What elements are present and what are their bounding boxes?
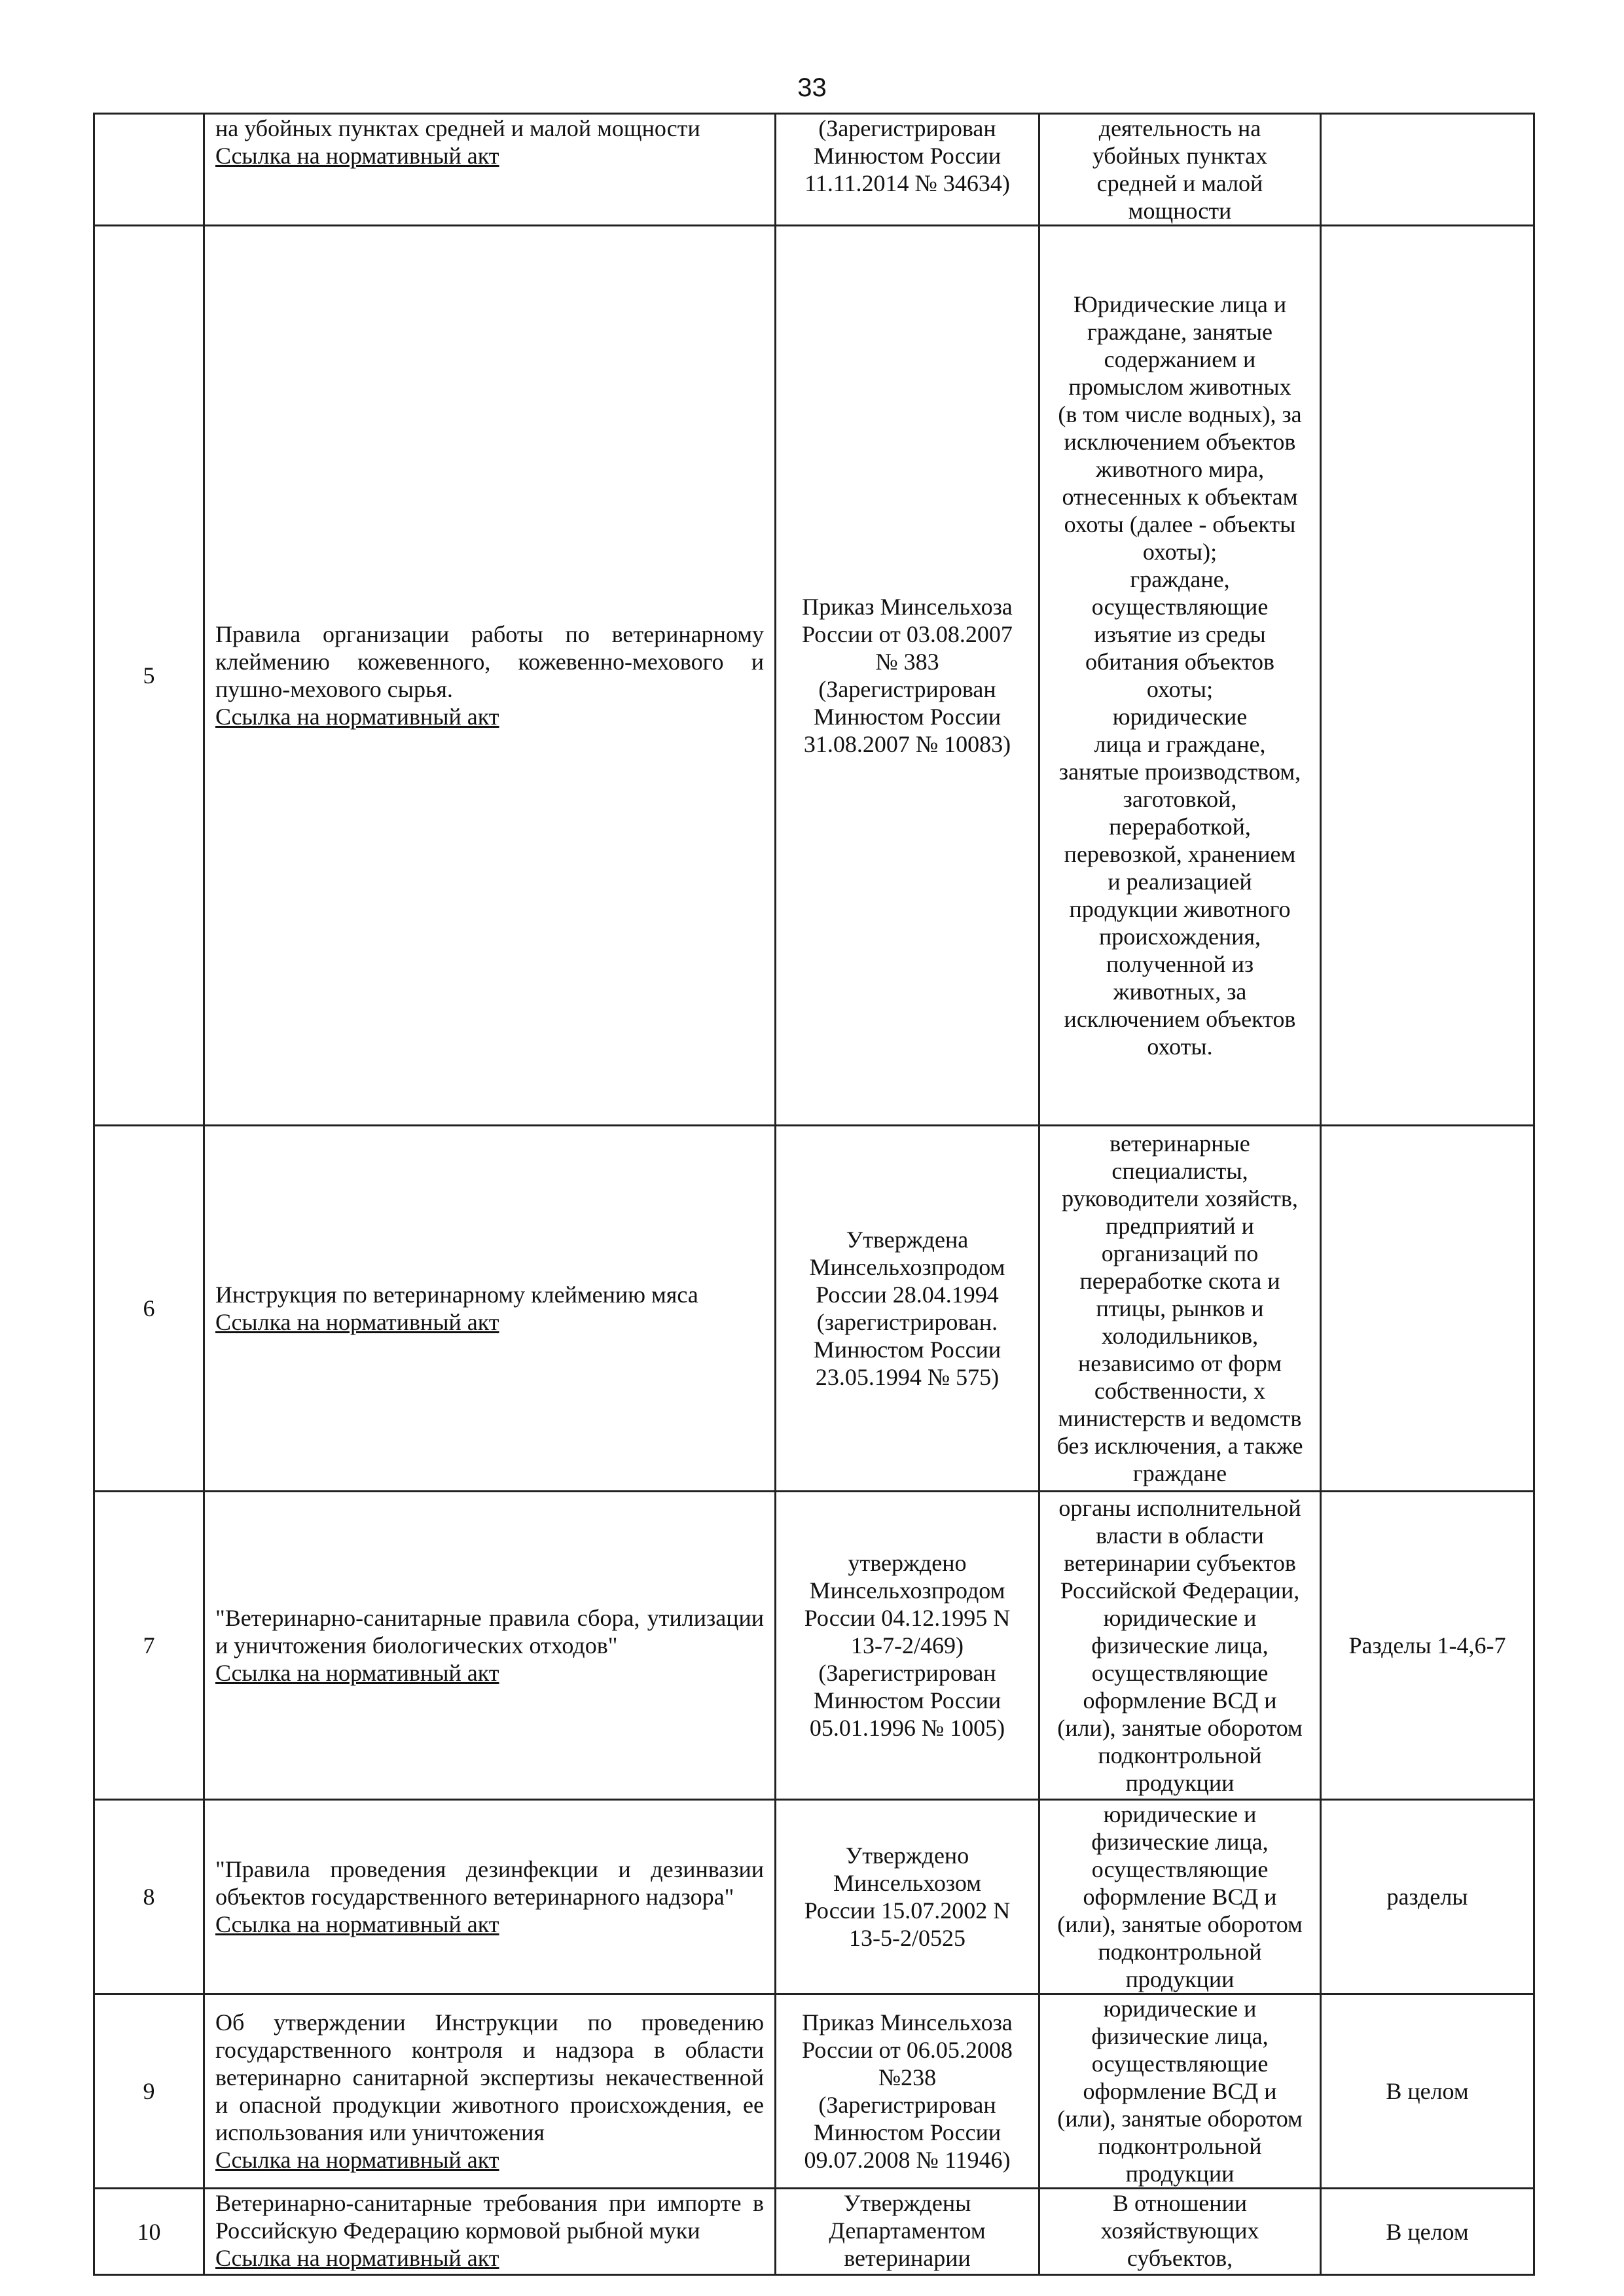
approval-line: (зарегистрирован. (816, 1309, 998, 1335)
act-link[interactable]: Ссылка на нормативный акт (215, 2245, 499, 2271)
subject-line: ветеринарии субъектов (1064, 1550, 1296, 1576)
subject-line: полученной из (1106, 951, 1254, 977)
subject-line: охоты); (1142, 539, 1218, 565)
row-number (94, 114, 204, 226)
approval-details-cell (776, 1492, 1039, 1800)
subject-line: средней и малой (1096, 170, 1263, 196)
subject-line: исключением объектов (1064, 429, 1296, 455)
act-title: Инструкция по ветеринарному клеймению мяса (215, 1282, 698, 1308)
row-number: 8 (94, 1800, 204, 1994)
approval-details-cell (776, 1994, 1039, 2189)
approval-line: Минсельхозом (833, 1870, 982, 1896)
subject-line: изъятие из среды (1094, 621, 1266, 647)
approval-line: (Зарегистрирован (818, 115, 996, 141)
act-title: на убойных пунктах средней и малой мощности (215, 115, 700, 141)
subject-line: предприятий и (1106, 1213, 1254, 1239)
act-title-cell (204, 1126, 776, 1492)
row-number: 9 (94, 1994, 204, 2189)
approval-line: России от 06.05.2008 (802, 2037, 1013, 2063)
approval-line: Приказ Минсельхоза (802, 594, 1013, 620)
approval-line: России 15.07.2002 N (804, 1897, 1011, 1924)
subject-line: (или), занятые оборотом (1057, 1911, 1303, 1937)
table-row (94, 226, 1534, 1126)
row-number: 5 (94, 226, 204, 1126)
subject-line: осуществляющие (1091, 2051, 1269, 2077)
table-row (94, 1492, 1534, 1800)
approval-line: Минсельхозпродом (809, 1254, 1005, 1280)
table-row (94, 1800, 1534, 1994)
act-title-cell (204, 114, 776, 226)
scope-cell: В целом (1321, 1994, 1534, 2189)
subjects-cell (1039, 1126, 1321, 1492)
subject-line: подконтрольной (1098, 1939, 1262, 1965)
approval-line: Минюстом России (813, 1687, 1001, 1713)
approval-line: Минюстом России (813, 704, 1001, 730)
approval-line: Утверждена (846, 1227, 969, 1253)
subject-line: происхождения, (1098, 924, 1261, 950)
approval-line: Минюстом России (813, 143, 1001, 169)
approval-line: ветеринарии (844, 2245, 971, 2271)
subject-line: независимо от форм (1078, 1350, 1282, 1376)
subject-line: юридические и (1103, 1605, 1257, 1631)
subject-line: переработке скота и (1079, 1268, 1280, 1294)
subject-line: граждане, (1130, 566, 1230, 592)
approval-details-cell (776, 226, 1039, 1126)
act-title-cell (204, 226, 776, 1126)
act-link[interactable]: Ссылка на нормативный акт (215, 1660, 499, 1686)
approval-details-cell (776, 2189, 1039, 2275)
subject-line: отнесенных к объектам (1062, 484, 1298, 510)
subject-line: руководители хозяйств, (1062, 1185, 1298, 1211)
subject-line: перевозкой, хранением (1064, 841, 1296, 867)
subject-line: мощности (1128, 198, 1232, 224)
subject-line: осуществляющие (1091, 1856, 1269, 1882)
subject-line: оформление ВСД и (1083, 1884, 1277, 1910)
approval-line: (Зарегистрирован (818, 2092, 996, 2118)
approval-line: (Зарегистрирован (818, 1660, 996, 1686)
act-title: Правила организации работы по ветеринарному клеймению кожевенного, кожевенно-мехового и пушно-мехового сырья. (215, 621, 764, 702)
subject-line: животного мира, (1095, 456, 1265, 482)
subject-line: ветеринарные (1110, 1130, 1250, 1157)
subject-line: Юридические лица и (1073, 291, 1287, 317)
approval-line: России от 03.08.2007 (802, 621, 1013, 647)
subject-line: органы исполнительной (1058, 1495, 1301, 1521)
subject-line: Российской Федерации, (1060, 1577, 1300, 1604)
table-row (94, 1994, 1534, 2189)
approval-line: № 383 (875, 649, 939, 675)
subject-line: юридические и (1103, 1801, 1257, 1827)
subjects-cell (1039, 1492, 1321, 1800)
act-link[interactable]: Ссылка на нормативный акт (215, 1911, 499, 1937)
subject-line: убойных пунктах (1092, 143, 1268, 169)
subjects-cell (1039, 1994, 1321, 2189)
subject-line: без исключения, а также (1056, 1433, 1303, 1459)
subject-line: В отношении (1112, 2190, 1248, 2216)
subject-line: (или), занятые оборотом (1057, 2106, 1303, 2132)
subject-line: подконтрольной (1098, 2133, 1262, 2159)
subject-line: лица и граждане, (1094, 731, 1266, 757)
approval-line: Минсельхозпродом (809, 1577, 1005, 1604)
subject-line: граждане (1132, 1460, 1227, 1486)
act-title-cell (204, 1994, 776, 2189)
subject-line: физические лица, (1091, 1829, 1269, 1855)
approval-line: №238 (878, 2064, 937, 2090)
approval-line: Утверждены (843, 2190, 971, 2216)
subject-line: птицы, рынков и (1096, 1295, 1264, 1321)
approval-line: Приказ Минсельхоза (802, 2009, 1013, 2036)
approval-line: (Зарегистрирован (818, 676, 996, 702)
subject-line: оформление ВСД и (1083, 2078, 1277, 2104)
table-row (94, 1126, 1534, 1492)
subject-line: подконтрольной (1098, 1742, 1262, 1768)
subject-line: переработкой, (1109, 814, 1251, 840)
row-number: 10 (94, 2189, 204, 2275)
subject-line: охоты; (1146, 676, 1214, 702)
act-link[interactable]: Ссылка на нормативный акт (215, 2147, 499, 2173)
act-title: "Правила проведения дезинфекции и дезинвазии объектов государственного ветеринарного надзора" (215, 1856, 764, 1910)
subject-line: (или), занятые оборотом (1057, 1715, 1303, 1741)
approval-details-cell (776, 114, 1039, 226)
scope-cell (1321, 226, 1534, 1126)
subject-line: деятельность на (1098, 115, 1261, 141)
subject-line: продукции животного (1069, 896, 1291, 922)
subject-line: (в том числе водных), за (1058, 401, 1302, 427)
act-title: Об утверждении Инструкции по проведению государственного контроля и надзора в области ветеринарно санитарной экспертизы некачественной и опасной продукции животного происхождения, ее использования или уничтожения (215, 2009, 764, 2145)
subjects-cell (1039, 226, 1321, 1126)
approval-line: Минюстом России (813, 2119, 1001, 2145)
act-title: "Ветеринарно-санитарные правила сбора, утилизации и уничтожения биологических отходов" (215, 1605, 764, 1659)
subject-line: субъектов, (1127, 2245, 1233, 2271)
scope-cell: В целом (1321, 2189, 1534, 2275)
approval-line: России 28.04.1994 (816, 1282, 999, 1308)
approval-line: 11.11.2014 № 34634) (804, 170, 1010, 196)
subject-line: специалисты, (1111, 1158, 1248, 1184)
approval-line: 09.07.2008 № 11946) (804, 2147, 1011, 2173)
row-number: 7 (94, 1492, 204, 1800)
subject-line: граждане, занятые (1087, 319, 1273, 345)
subject-line: и реализацией (1108, 869, 1252, 895)
scope-cell: разделы (1321, 1800, 1534, 1994)
act-link[interactable]: Ссылка на нормативный акт (215, 143, 499, 169)
subject-line: занятые производством, (1058, 759, 1301, 785)
subject-line: исключением объектов (1064, 1006, 1296, 1032)
subject-line: продукции (1125, 1770, 1235, 1796)
approval-line: 23.05.1994 № 575) (815, 1364, 1000, 1390)
subjects-cell (1039, 114, 1321, 226)
act-title-cell (204, 1800, 776, 1994)
page-number: 33 (797, 73, 827, 102)
subject-line: организаций по (1101, 1240, 1259, 1266)
scope-cell: Разделы 1-4,6-7 (1321, 1492, 1534, 1800)
act-title: Ветеринарно-санитарные требования при импорте в Российскую Федерацию кормовой рыбной муки (215, 2190, 764, 2244)
approval-line: Департаментом (829, 2217, 986, 2244)
approval-line: 05.01.1996 № 1005) (809, 1715, 1005, 1741)
row-number: 6 (94, 1126, 204, 1492)
approval-line: утверждено (848, 1550, 967, 1576)
subject-line: охоты (далее - объекты (1064, 511, 1296, 537)
subject-line: холодильников, (1101, 1323, 1259, 1349)
approval-line: 13-7-2/469) (851, 1632, 964, 1659)
subject-line: продукции (1125, 1966, 1235, 1992)
table-row (94, 114, 1534, 226)
scope-cell (1321, 1126, 1534, 1492)
subject-line: оформление ВСД и (1083, 1687, 1277, 1713)
approval-line: 31.08.2007 № 10083) (803, 731, 1011, 757)
approval-line: Утверждено (845, 1842, 969, 1869)
subject-line: содержанием и (1104, 346, 1256, 372)
act-title-cell (204, 1492, 776, 1800)
subject-line: охоты. (1147, 1033, 1213, 1060)
subject-line: животных, за (1113, 978, 1247, 1005)
subject-line: физические лица, (1091, 1632, 1269, 1659)
subject-line: заготовкой, (1123, 786, 1237, 812)
scope-cell (1321, 114, 1534, 226)
subject-line: осуществляющие (1091, 1660, 1269, 1686)
subject-line: обитания объектов (1085, 649, 1275, 675)
approval-details-cell (776, 1126, 1039, 1492)
subject-line: промыслом животных (1068, 374, 1291, 400)
approval-line: Минюстом России (813, 1336, 1001, 1363)
approval-details-cell (776, 1800, 1039, 1994)
subject-line: юридические и (1103, 1996, 1257, 2022)
act-link[interactable]: Ссылка на нормативный акт (215, 704, 499, 730)
subject-line: юридические (1112, 704, 1248, 730)
approval-line: России 04.12.1995 N (804, 1605, 1011, 1631)
subjects-cell (1039, 2189, 1321, 2275)
subject-line: физические лица, (1091, 2023, 1269, 2049)
subject-line: осуществляющие (1091, 594, 1269, 620)
act-link[interactable]: Ссылка на нормативный акт (215, 1309, 499, 1335)
regulations-table (93, 113, 1535, 2276)
approval-line: 13-5-2/0525 (849, 1925, 965, 1951)
subjects-cell (1039, 1800, 1321, 1994)
act-title-cell (204, 2189, 776, 2275)
subject-line: продукции (1125, 2161, 1235, 2187)
subject-line: власти в области (1096, 1522, 1264, 1549)
subject-line: хозяйствующих (1100, 2217, 1259, 2244)
subject-line: собственности, х (1094, 1378, 1266, 1404)
table-row (94, 2189, 1534, 2275)
subject-line: министерств и ведомств (1058, 1405, 1302, 1431)
